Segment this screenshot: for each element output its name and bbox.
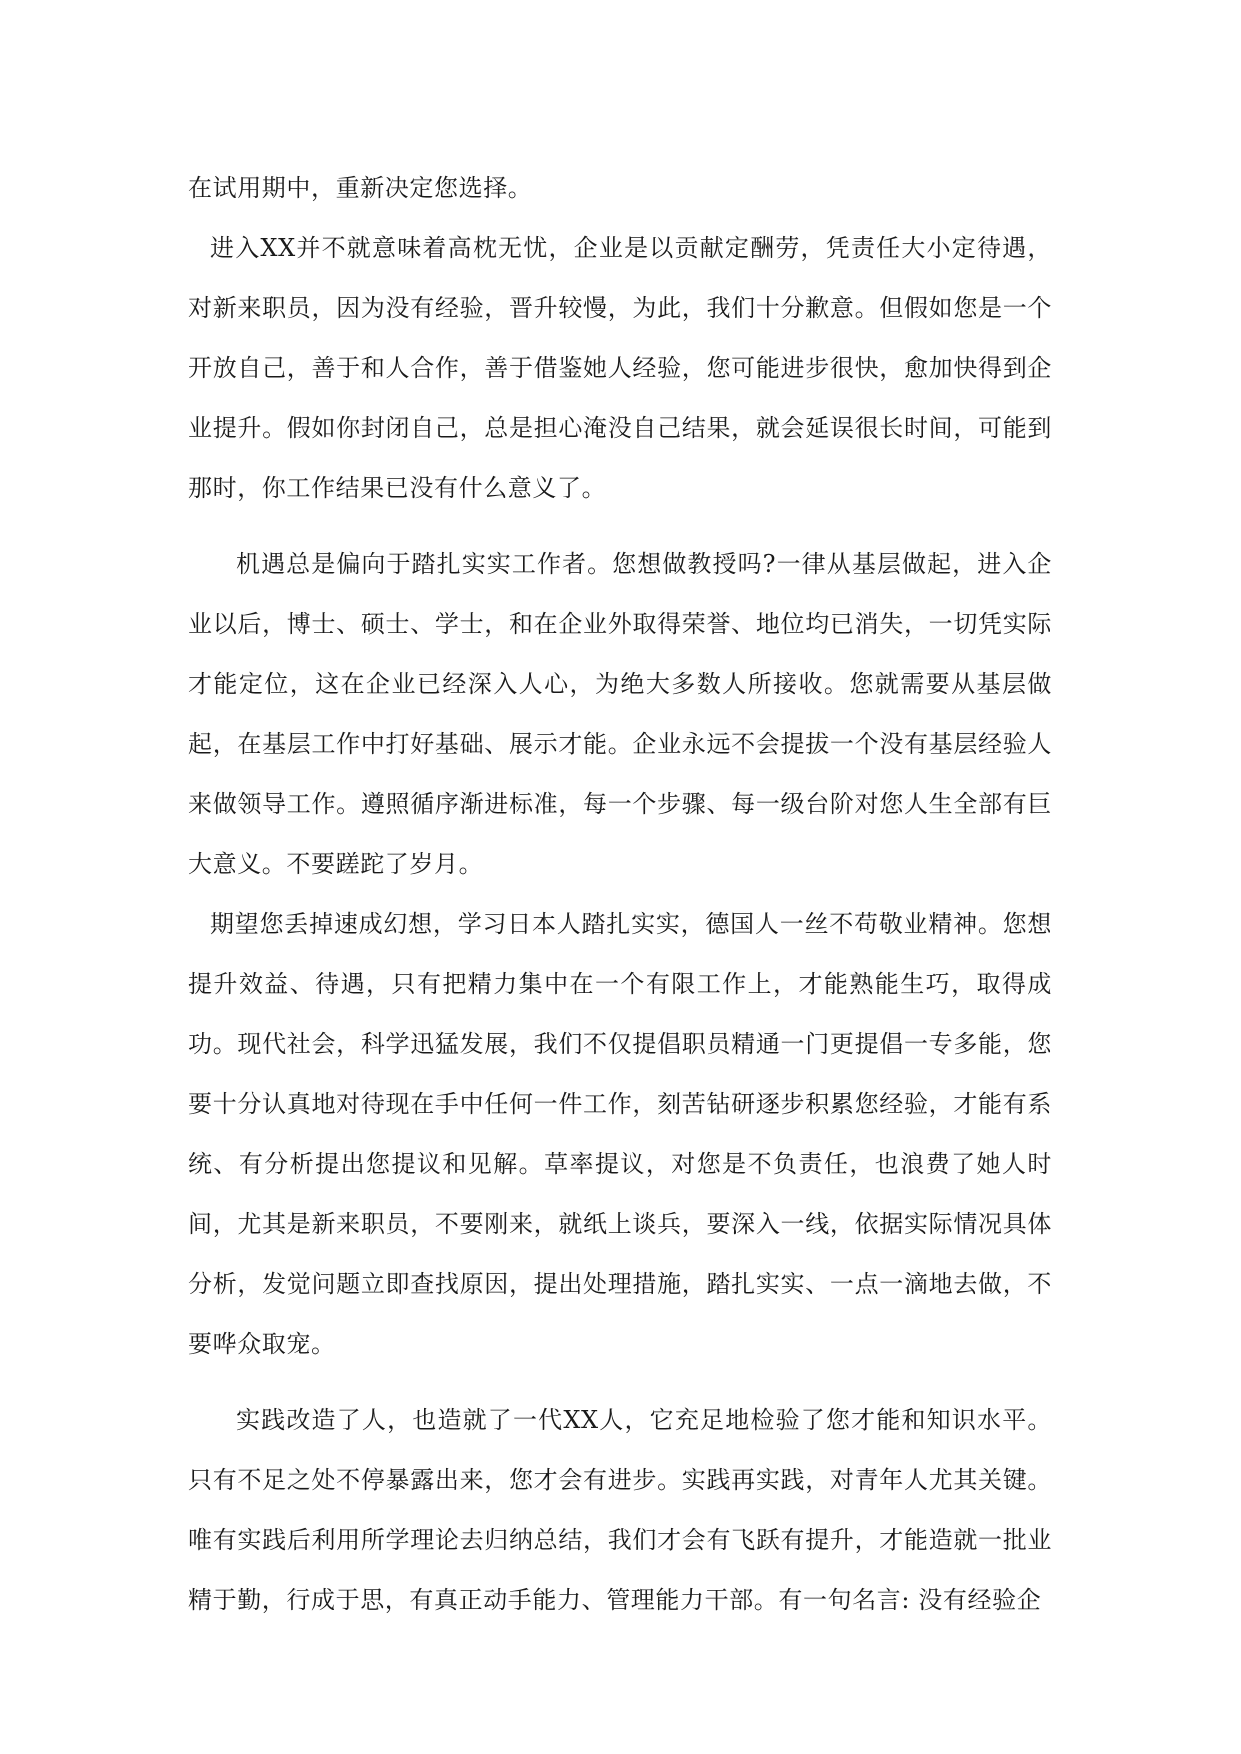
- paragraph-5: 实践改造了人，也造就了一代XX人，它充足地检验了您才能和知识水平。只有不足之处不停暴露出来，您才会有进步。实践再实践，对青年人尤其关键。唯有实践后利用所学理论去归纳总结，我们才会有飞跃有提升，才能造就一批业精于勤，行成于思，有真正动手能力、管理能力干部。有一句名言: 没有经验企: [188, 1406, 1052, 1614]
- paragraph-3: 机遇总是偏向于踏扎实实工作者。您想做教授吗?一律从基层做起，进入企业以后，博士、硕士、学士，和在企业外取得荣誉、地位均已消失，一切凭实际才能定位，这在企业已经深入人心，为绝大多数人所接收。您就需要从基层做起，在基层工作中打好基础、展示才能。企业永远不会提拔一个没有基层经验人来做领导工作。遵照循序渐进标准，每一个步骤、每一级台阶对您人生全部有巨大意义。不要蹉跎了岁月。: [188, 550, 1052, 878]
- paragraph-2: 进入XX并不就意味着高枕无忧，企业是以贡献定酬劳，凭责任大小定待遇，对新来职员，因为没有经验，晋升较慢，为此，我们十分歉意。但假如您是一个开放自己，善于和人合作，善于借鉴她人经验，您可能进步很快，愈加快得到企业提升。假如你封闭自己，总是担心淹没自己结果，就会延误很长时间，可能到那时，你工作结果已没有什么意义了。: [188, 234, 1052, 502]
- paragraph-1: 在试用期中，重新决定您选择。: [188, 174, 533, 202]
- paragraph-4: 期望您丢掉速成幻想，学习日本人踏扎实实，德国人一丝不苟敬业精神。您想提升效益、待遇，只有把精力集中在一个有限工作上，才能熟能生巧，取得成功。现代社会，科学迅猛发展，我们不仅提倡职员精通一门更提倡一专多能，您要十分认真地对待现在手中任何一件工作，刻苦钻研逐步积累您经验，才能有系统、有分析提出您提议和见解。草率提议，对您是不负责任，也浪费了她人时间，尤其是新来职员，不要刚来，就纸上谈兵，要深入一线，依据实际情况具体分析，发觉问题立即查找原因，提出处理措施，踏扎实实、一点一滴地去做，不要哗众取宠。: [188, 910, 1052, 1358]
- document-body: [188, 158, 1052, 1630]
